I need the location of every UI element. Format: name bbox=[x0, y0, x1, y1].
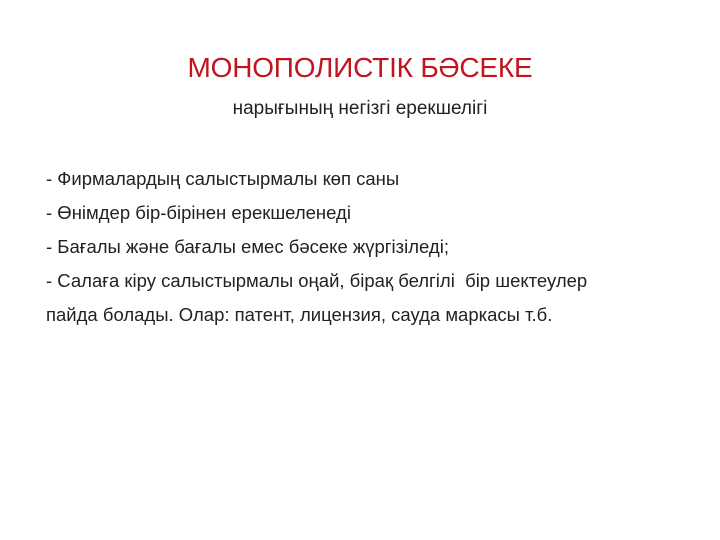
slide-title: МОНОПОЛИСТІК БӘСЕКЕ bbox=[187, 52, 533, 83]
bullet-item-4: - Салаға кіру салыстырмалы оңай, бірақ белгілі бір шектеулер пайда болады. Олар: патент, лицензия, сауда маркасы т.б. bbox=[46, 270, 588, 325]
bullet-item-1: - Фирмалардың салыстырмалы көп саны bbox=[46, 168, 400, 189]
bullet-item-3: - Бағалы және бағалы емес бәсеке жүргізіледі; bbox=[46, 236, 449, 257]
slide-subtitle: нарығының негізгі ерекшелігі bbox=[232, 98, 488, 119]
bullet-list bbox=[46, 162, 686, 332]
bullet-item-2: - Өнімдер бір-бірінен ерекшеленеді bbox=[46, 202, 351, 223]
